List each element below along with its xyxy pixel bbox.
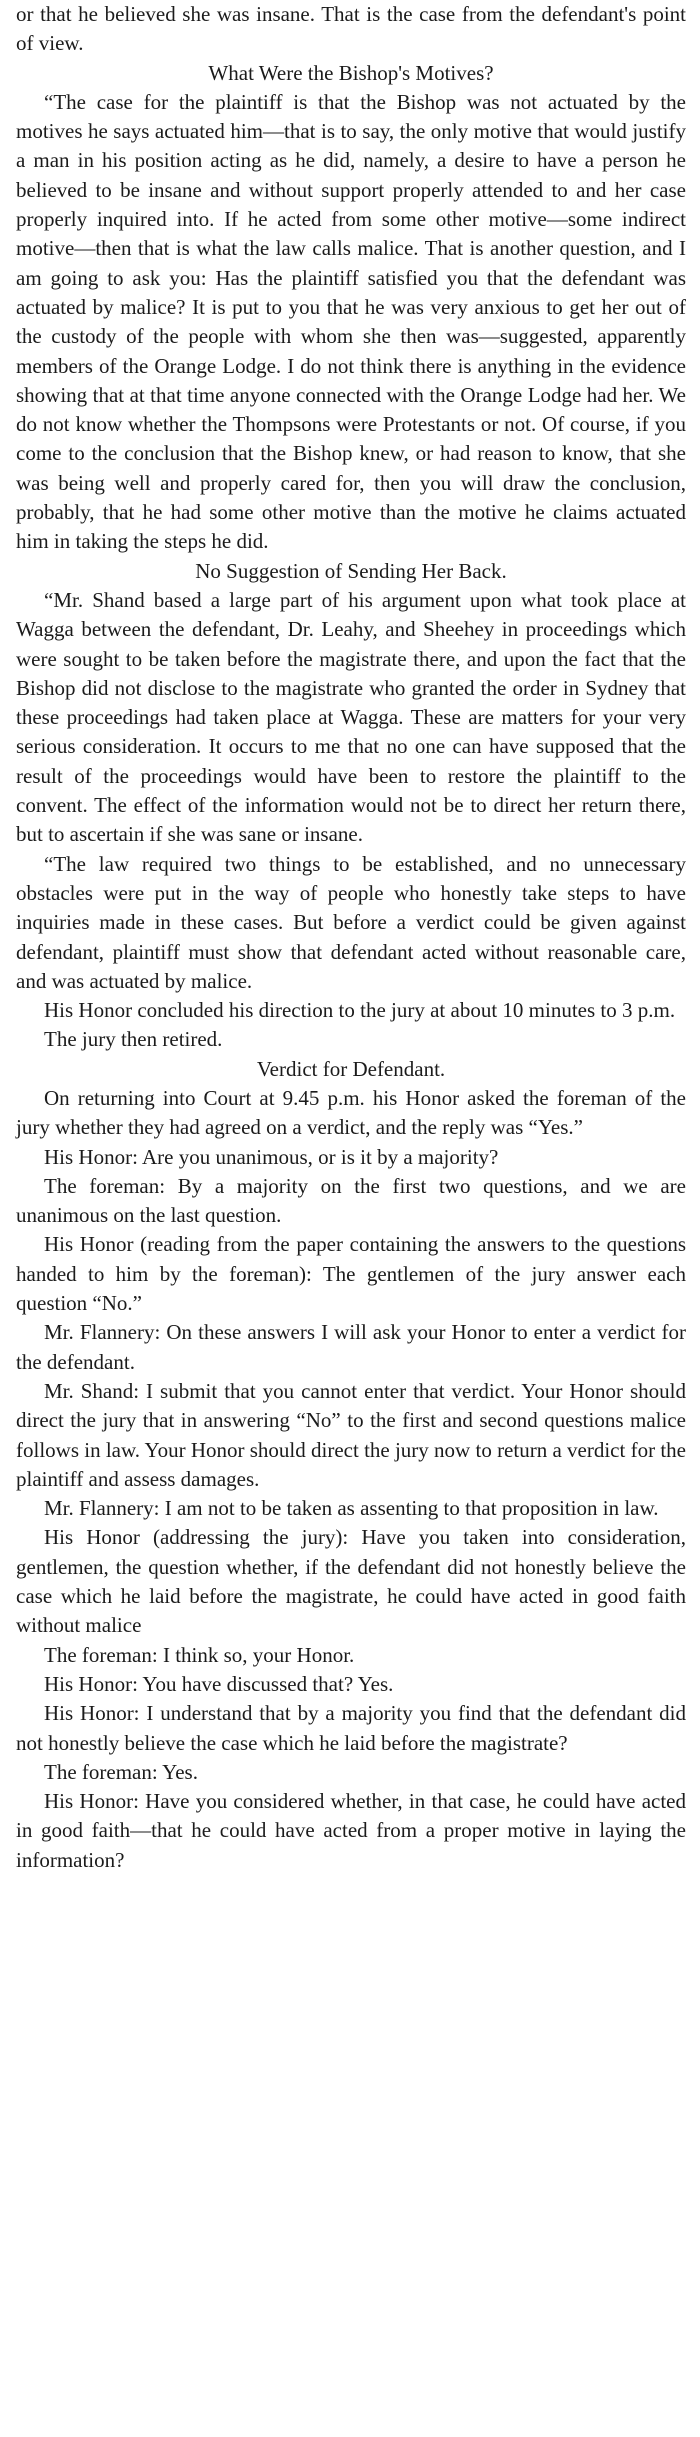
paragraph: “Mr. Shand based a large part of his argument upon what took place at Wagga between the defendant, Dr. Leahy, and Sheehey in proceedings which were sought to be taken before the magistrate there, and upon the fact that the Bishop did not disclose to the magistrate who granted the order in Sydney that these proceedings had taken place at Wagga. These are matters for your very serious consideration. It occurs to me that no one can have supposed that the result of the proceedings would have been to restore the plaintiff to the convent. The effect of the information would not be to direct her return there, but to ascertain if she was sane or insane. bbox=[16, 587, 686, 847]
paragraph: His Honor (addressing the jury): Have you taken into consideration, gentlemen, the question whether, if the defendant did not honestly believe the case which he laid before the magistrate, he could have acted in good faith without malice bbox=[16, 1525, 686, 1638]
paragraph: Mr. Flannery: I am not to be taken as assenting to that proposition in law. bbox=[44, 1496, 659, 1521]
paragraph: His Honor: Have you considered whether, in that case, he could have acted in good faith—that he could have acted from a proper motive in laying the information? bbox=[16, 1789, 686, 1872]
opening-text: or that he believed she was insane. That is the case from the defendant's point of view. bbox=[16, 2, 686, 56]
paragraph: His Honor (reading from the paper containing the answers to the questions handed to him by the foreman): The gentlemen of the jury answer each question “No.” bbox=[16, 1232, 686, 1316]
paragraph: His Honor concluded his direction to the jury at about 10 minutes to 3 p.m. bbox=[44, 998, 676, 1023]
paragraph: “The law required two things to be established, and no unnecessary obstacles were put in the way of people who honestly take steps to have inquiries made in these cases. But before a verdict could be given against defendant, plaintiff must show that defendant acted without reasonable care, and was actuated by malice. bbox=[16, 851, 686, 993]
paragraph: His Honor: You have discussed that? Yes. bbox=[44, 1671, 394, 1696]
section-body-no-suggestion bbox=[16, 586, 686, 1055]
paragraph: His Honor: I understand that by a majority you find that the defendant did not honestly believe the case which he laid before the magistrate? bbox=[16, 1701, 686, 1755]
paragraph: Mr. Shand: I submit that you cannot enter that verdict. Your Honor should direct the jury that in answering “No” to the first and second questions malice follows in law. Your Honor should direct the jury now to return a verdict for the plaintiff and assess damages. bbox=[16, 1378, 686, 1491]
paragraph: The foreman: By a majority on the first two questions, and we are unanimous on the last question. bbox=[16, 1173, 686, 1228]
paragraph: On returning into Court at 9.45 p.m. his Honor asked the foreman of the jury whether they had agreed on a verdict, and the reply was “Yes.” bbox=[16, 1085, 686, 1140]
section-heading-no-suggestion: No Suggestion of Sending Her Back. bbox=[195, 558, 507, 583]
paragraph: The jury then retired. bbox=[44, 1027, 223, 1052]
paragraph: “The case for the plaintiff is that the Bishop was not actuated by the motives he says actuated him—that is to say, the only motive that would justify a man in his position acting as he did, namely, a desire to have a person he believed to be insane and without support properly attended to and her case properly inquired into. If he acted from some other motive—some indirect motive—then that is what the law calls malice. That is another question, and I am going to ask you: Has the plaintiff satisfied you that the defendant was actuated by malice? It is put to you that he was very anxious to get her out of the custody of the people with whom she then was—suggested, apparently members of the Orange Lodge. I do not think there is anything in the evidence showing that at that time anyone connected with the Orange Lodge had her. We do not know whether the Thompsons were Protestants or not. Of course, if you come to the conclusion that the Bishop knew, or had reason to know, that she was being well and properly cared for, then you will draw the conclusion, probably, that he had some other motive than the motive he claims actuated him in taking the steps he did. bbox=[16, 89, 686, 554]
paragraph: His Honor: Are you unanimous, or is it by a majority? bbox=[44, 1144, 499, 1169]
section-body-motives bbox=[16, 88, 686, 557]
section-heading-motives: What Were the Bishop's Motives? bbox=[208, 60, 494, 85]
paragraph: The foreman: Yes. bbox=[44, 1759, 198, 1784]
paragraph: The foreman: I think so, your Honor. bbox=[44, 1642, 355, 1667]
section-heading-verdict: Verdict for Defendant. bbox=[256, 1056, 446, 1081]
section-body-verdict bbox=[16, 1084, 686, 1875]
paragraph: Mr. Flannery: On these answers I will ask your Honor to enter a verdict for the defendant. bbox=[16, 1320, 686, 1374]
